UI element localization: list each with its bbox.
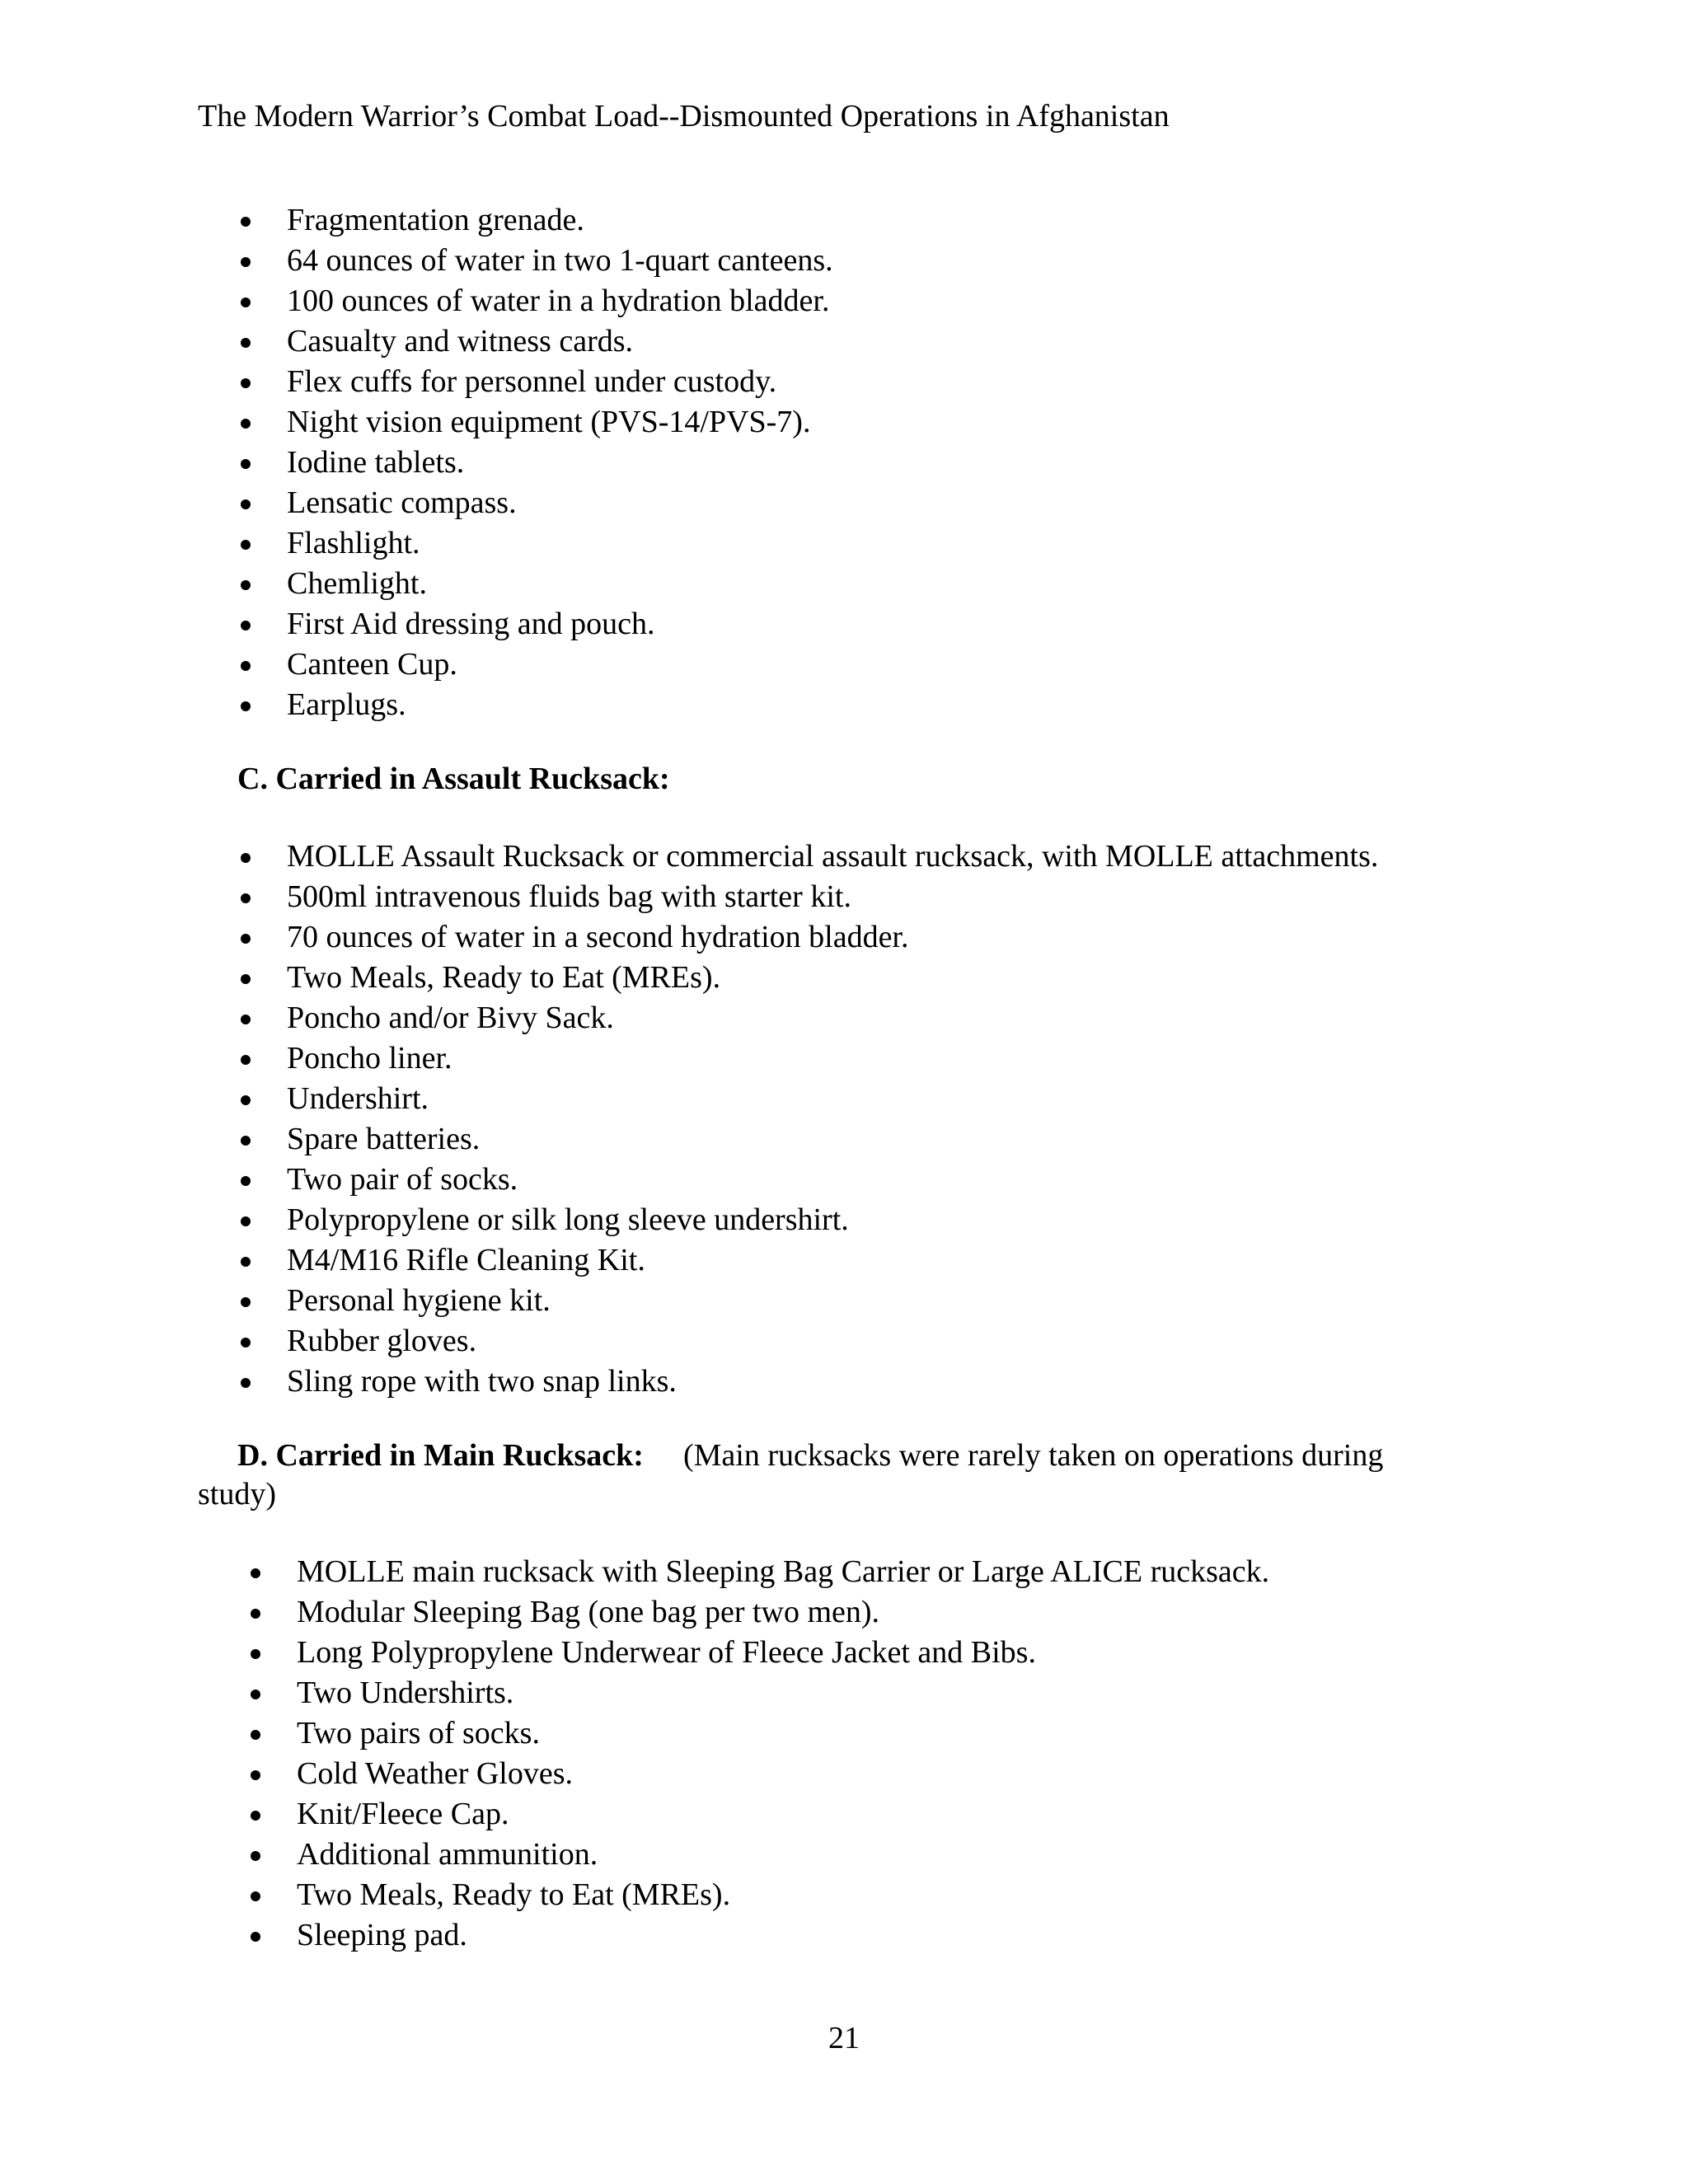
list-item-text: Knit/Fleece Cap.	[297, 1797, 509, 1831]
list-item-text: Rubber gloves.	[287, 1324, 477, 1358]
bullet-icon	[241, 378, 251, 388]
list-item-text: Night vision equipment (PVS-14/PVS-7).	[287, 405, 811, 439]
list-item	[297, 1875, 1269, 1915]
list-item-text: Two Meals, Ready to Eat (MREs).	[287, 960, 721, 995]
list-item-text: Two pairs of socks.	[297, 1716, 540, 1750]
list-item	[287, 958, 1378, 998]
list-item	[287, 1321, 1378, 1361]
list-item	[287, 877, 1378, 917]
bullet-icon	[241, 257, 251, 267]
list-item	[287, 483, 833, 523]
list-item-text: Earplugs.	[287, 687, 406, 722]
list-item	[297, 1835, 1269, 1875]
list-item-text: 64 ounces of water in two 1-quart canteens.	[287, 243, 833, 278]
running-header: The Modern Warrior’s Combat Load--Dismounted Operations in Afghanistan	[198, 99, 1170, 134]
list-item	[287, 241, 833, 281]
list-item	[287, 644, 833, 685]
list-item	[297, 1673, 1269, 1713]
bullet-icon	[251, 1730, 260, 1740]
list-item	[297, 1592, 1269, 1633]
list-item	[287, 1079, 1378, 1119]
section-d-heading	[237, 1436, 1383, 1475]
bullet-icon	[241, 540, 251, 550]
carried-items-list	[287, 200, 833, 725]
list-item	[287, 1160, 1378, 1200]
list-item-text: Iodine tablets.	[287, 445, 465, 480]
list-item	[287, 1119, 1378, 1160]
bullet-icon	[241, 499, 251, 509]
list-item-text: M4/M16 Rifle Cleaning Kit.	[287, 1243, 645, 1277]
bullet-icon	[241, 1055, 251, 1065]
section-c-title: C. Carried in Assault Rucksack:	[237, 762, 670, 796]
bullet-icon	[241, 1095, 251, 1105]
list-item	[287, 402, 833, 443]
bullet-icon	[241, 1338, 251, 1347]
list-item-text: 500ml intravenous fluids bag with starter kit.	[287, 879, 851, 914]
list-item	[287, 1200, 1378, 1240]
list-item-text: 70 ounces of water in a second hydration bladder.	[287, 920, 909, 954]
list-item	[287, 564, 833, 604]
list-item	[297, 1794, 1269, 1835]
list-item-text: Additional ammunition.	[297, 1837, 598, 1872]
bullet-icon	[241, 621, 251, 630]
bullet-icon	[241, 217, 251, 227]
list-item	[287, 1038, 1378, 1079]
list-item-text: Sling rope with two snap links.	[287, 1364, 677, 1399]
list-item	[287, 1281, 1378, 1321]
list-item-text: Sleeping pad.	[297, 1918, 467, 1952]
list-item-text: Personal hygiene kit.	[287, 1283, 551, 1318]
bullet-icon	[241, 1015, 251, 1024]
bullet-icon	[241, 934, 251, 944]
list-item	[287, 1240, 1378, 1281]
bullet-icon	[251, 1568, 260, 1578]
list-item-text: Poncho liner.	[287, 1041, 452, 1076]
list-item	[287, 321, 833, 362]
list-item	[287, 362, 833, 402]
list-item-text: First Aid dressing and pouch.	[287, 607, 655, 641]
list-item-text: Spare batteries.	[287, 1122, 481, 1156]
bullet-icon	[241, 1297, 251, 1307]
bullet-icon	[251, 1932, 260, 1942]
list-item	[287, 281, 833, 321]
section-d-title: D. Carried in Main Rucksack:	[237, 1438, 644, 1473]
bullet-icon	[241, 661, 251, 671]
list-item-text: MOLLE Assault Rucksack or commercial assault rucksack, with MOLLE attachments.	[287, 839, 1379, 874]
list-item-text: Poncho and/or Bivy Sack.	[287, 1001, 614, 1035]
bullet-icon	[241, 1378, 251, 1388]
list-item	[287, 917, 1378, 958]
list-item-text: Lensatic compass.	[287, 485, 517, 520]
bullet-icon	[251, 1690, 260, 1699]
list-item	[287, 998, 1378, 1038]
list-item	[287, 443, 833, 483]
list-item-text: Two Meals, Ready to Eat (MREs).	[297, 1877, 731, 1912]
main-rucksack-list	[297, 1552, 1269, 1956]
bullet-icon	[251, 1891, 260, 1901]
bullet-icon	[251, 1649, 260, 1659]
bullet-icon	[241, 298, 251, 307]
list-item	[297, 1915, 1269, 1956]
list-item-text: Two pair of socks.	[287, 1162, 518, 1197]
bullet-icon	[251, 1770, 260, 1780]
bullet-icon	[241, 1176, 251, 1186]
list-item-text: 100 ounces of water in a hydration bladder.	[287, 284, 830, 318]
bullet-icon	[241, 974, 251, 984]
bullet-icon	[241, 338, 251, 348]
list-item-text: MOLLE main rucksack with Sleeping Bag Carrier or Large ALICE rucksack.	[297, 1554, 1270, 1589]
list-item	[287, 604, 833, 644]
bullet-icon	[251, 1851, 260, 1861]
list-item	[287, 685, 833, 725]
list-item-text: Casualty and witness cards.	[287, 324, 634, 359]
list-item	[287, 200, 833, 241]
bullet-icon	[241, 853, 251, 863]
list-item-text: Two Undershirts.	[297, 1675, 514, 1710]
bullet-icon	[241, 419, 251, 429]
section-d-note: (Main rucksacks were rarely taken on operations during	[682, 1438, 1384, 1473]
bullet-icon	[241, 1136, 251, 1146]
list-item	[297, 1552, 1269, 1592]
list-item	[287, 523, 833, 564]
bullet-icon	[241, 459, 251, 469]
section-c-heading	[237, 759, 670, 799]
list-item-text: Canteen Cup.	[287, 647, 457, 682]
bullet-icon	[241, 893, 251, 903]
list-item-text: Modular Sleeping Bag (one bag per two men).	[297, 1595, 880, 1629]
list-item-text: Flashlight.	[287, 526, 420, 560]
list-item-text: Undershirt.	[287, 1081, 429, 1116]
list-item-text: Long Polypropylene Underwear of Fleece Jacket and Bibs.	[297, 1635, 1036, 1670]
bullet-icon	[241, 1257, 251, 1267]
bullet-icon	[251, 1609, 260, 1619]
section-d-note-continued: study)	[198, 1477, 276, 1511]
list-item-text: Chemlight.	[287, 566, 427, 601]
list-item	[287, 1361, 1378, 1402]
list-item	[297, 1713, 1269, 1754]
list-item	[287, 837, 1378, 877]
page-number: 21	[828, 2021, 860, 2055]
list-item	[297, 1754, 1269, 1794]
list-item-text: Fragmentation grenade.	[287, 203, 584, 237]
assault-rucksack-list	[287, 837, 1378, 1402]
bullet-icon	[241, 580, 251, 590]
list-item-text: Polypropylene or silk long sleeve undershirt.	[287, 1202, 849, 1237]
bullet-icon	[241, 1216, 251, 1226]
bullet-icon	[241, 701, 251, 711]
list-item-text: Flex cuffs for personnel under custody.	[287, 364, 777, 399]
list-item	[297, 1633, 1269, 1673]
list-item-text: Cold Weather Gloves.	[297, 1756, 574, 1791]
bullet-icon	[251, 1811, 260, 1821]
